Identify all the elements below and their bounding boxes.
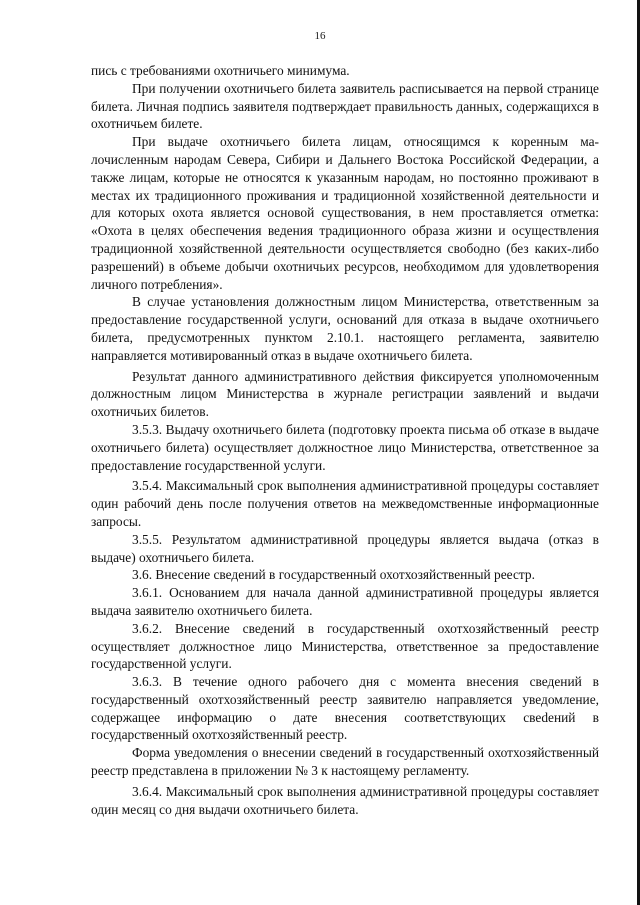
paragraph: пись с требованиями охотничьего минимума. [91, 63, 350, 78]
document-body [91, 62, 599, 818]
paragraph: В случае установления должностным лицом Министерства, ответственным за предоставление государственной услуги, оснований для отказа в выдаче охотничьего билета, предусмотренных пунктом 2.10.1. настоящего регламента, заявителю направляется мотивированный отказ в выдаче охотничьего билета. [91, 294, 599, 363]
paragraph: 3.5.4. Максимальный срок выполнения административной процедуры составляет один рабочий день после получения ответов на межведомственные информационные запросы. [91, 478, 599, 529]
paragraph: Результат данного административного действия фиксируется уполномоченным должностным лицом Министерства в журнале регистрации заявлений и выдачи охотничьих билетов. [91, 368, 599, 420]
paragraph: 3.6. Внесение сведений в государственный охотхозяйственный реестр. [132, 567, 535, 583]
paragraph: 3.6.1. Основанием для начала данной административной процедуры является выдача заявителю охотничьего билета. [91, 585, 599, 618]
paragraph: 3.6.3. В течение одного рабочего дня с момента внесения сведений в государственный охотхозяйственный реестр заявителю направляется уведомление, содержащее информацию о дате внесения соответствующих свеdений в государственный охотхозяйственный реестр. [91, 674, 599, 743]
paragraph: При получении охотничьего билета заявитель расписывается на первой странице билета. Личная подпись заявителя подтверждает правильность данных, содержащихся в охотничьем билете. [91, 80, 599, 132]
page-number: 16 [314, 30, 326, 42]
paragraph: Форма уведомления о внесении сведений в государственный охотхозяйственный реестр представлена в приложении № 3 к настоящему регламенту. [91, 745, 599, 779]
paragraph: 3.6.4. Максимальный срок выполнения административной процедуры составляет один месяц со дня выдачи охотничьего билета. [91, 783, 599, 817]
paragraph: При выдаче охотничьего билета лицам, относящимся к коренным малочисленным народам Севера, Сибири и Дальнего Востока Российской Федерации, а также лицам, которые не относятся к указанным народам, но постоянно проживают в местах их традиционного проживания и традиционной хозяйственной деятельности и для которых охота является основой существования, в нем проставляется отметка: «Охота в целях обеспечения ведения традиционного образа жизни и осуществления традиционной хозяйственной деятельности осуществляется свободно (без каких-либо разрешений) в объеме добычи охотничьих ресурсов, необходимом для удовлетворения личного потребления». [91, 134, 599, 292]
paragraph: 3.6.2. Внесение сведений в государственный охотхозяйственный реестр осуществляет должностное лицо Министерства, ответственное за предоставление государственной услуги. [91, 620, 599, 672]
paragraph: 3.5.3. Выдачу охотничьего билета (подготовку проекта письма об отказе в выдаче охотничьего билета) осуществляет должностное лицо Министерства, ответственное за предоставление государственной услуги. [91, 421, 599, 473]
paragraph: 3.5.5. Результатом административной процедуры является выдача (отказ в выдаче) охотничьего билета. [91, 531, 599, 565]
